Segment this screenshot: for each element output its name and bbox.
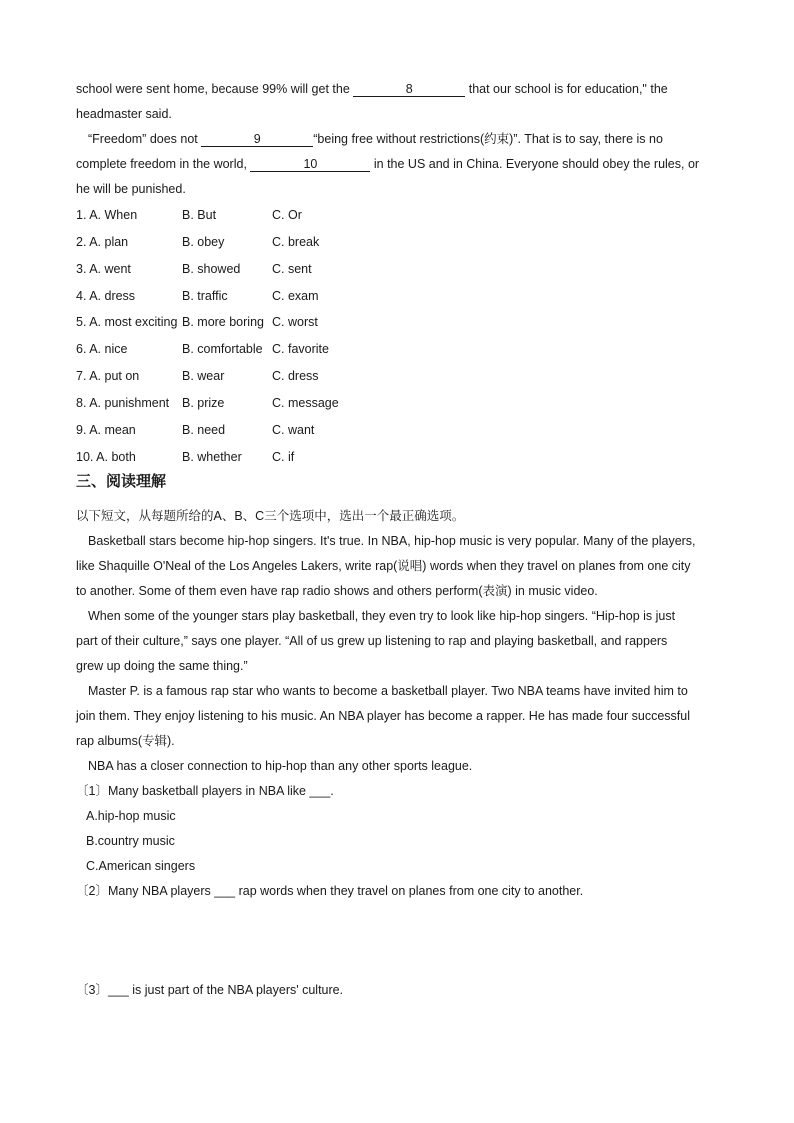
passage-text: complete freedom in the world, [76,157,251,171]
question-3: 〔3〕___ is just part of the NBA players' culture. [76,983,344,997]
option-c: C. sent [272,262,312,276]
passage-line-4 [76,156,699,172]
option-c: C. favorite [272,342,329,356]
reading-line: to another. Some of them even have rap radio shows and others perform(表演) in music video. [76,584,598,598]
option-b: B. traffic [182,289,228,303]
option-b: B. need [182,423,226,437]
option-c: C. break [272,235,320,249]
reading-line: like Shaquille O'Neal of the Los Angeles Lakers, write rap(说唱) words when they travel on planes from one city [76,559,691,573]
question-1: 〔1〕Many basketball players in NBA like ___. [76,784,334,798]
blank-9: 9 [201,132,313,147]
reading-line: Basketball stars become hip-hop singers. It's true. In NBA, hip-hop music is very popular. Many of the players, [88,534,696,548]
option-a: 3. A. went [76,262,131,276]
option-a: 8. A. punishment [76,396,170,410]
passage-line-2: headmaster said. [76,107,172,121]
option-a: 7. A. put on [76,369,140,383]
option-c: C. worst [272,315,318,329]
section-instruction: 以下短文，从每题所给的A、B、C三个选项中，选出一个最正确选项。 [76,509,465,523]
option-a: 2. A. plan [76,235,129,249]
question-1-option-a: A.hip-hop music [86,809,176,823]
reading-line: Master P. is a famous rap star who wants to become a basketball player. Two NBA teams have invited him to [88,684,688,698]
passage-line-5: he will be punished. [76,182,186,196]
question-1-option-b: B.country music [86,834,175,848]
option-b: B. showed [182,262,241,276]
reading-line: NBA has a closer connection to hip-hop than any other sports league. [88,759,473,773]
option-a: 4. A. dress [76,289,136,303]
passage-text: “Freedom” does not [88,132,202,146]
option-a: 9. A. mean [76,423,136,437]
blank-8: 8 [353,82,465,97]
passage-text: school were sent home, because 99% will get the [76,82,354,96]
option-a: 6. A. nice [76,342,128,356]
passage-line-1 [76,81,668,97]
reading-line: part of their culture,” says one player. “All of us grew up listening to rap and playing basketball, and rappers [76,634,668,648]
reading-line: join them. They enjoy listening to his music. An NBA player has become a rapper. He has made four successful [76,709,690,723]
section-heading: 三、阅读理解 [76,473,167,490]
option-c: C. exam [272,289,319,303]
option-c: C. Or [272,208,302,222]
passage-text: in the US and in China. Everyone should obey the rules, or [370,157,700,171]
option-c: C. if [272,450,295,464]
passage-line-3 [88,131,663,147]
question-1-option-c: C.American singers [86,859,196,873]
reading-line: rap albums(专辑). [76,734,175,748]
question-2: 〔2〕Many NBA players ___ rap words when they travel on planes from one city to another. [76,884,584,898]
option-a: 10. A. both [76,450,136,464]
blank-10: 10 [250,157,370,172]
option-b: B. wear [182,369,225,383]
passage-text: that our school is for education," the [465,82,668,96]
option-b: B. obey [182,235,225,249]
reading-line: grew up doing the same thing.” [76,659,248,673]
option-c: C. message [272,396,339,410]
option-a: 1. A. When [76,208,138,222]
option-b: B. But [182,208,217,222]
option-b: B. more boring [182,315,264,329]
option-b: B. whether [182,450,242,464]
option-b: B. comfortable [182,342,263,356]
option-c: C. dress [272,369,319,383]
passage-text: “being free without restrictions(约束)”. That is to say, there is no [313,132,663,146]
reading-line: When some of the younger stars play basketball, they even try to look like hip-hop singers. “Hip-hop is just [88,609,676,623]
option-a: 5. A. most exciting [76,315,178,329]
option-c: C. want [272,423,315,437]
option-b: B. prize [182,396,225,410]
